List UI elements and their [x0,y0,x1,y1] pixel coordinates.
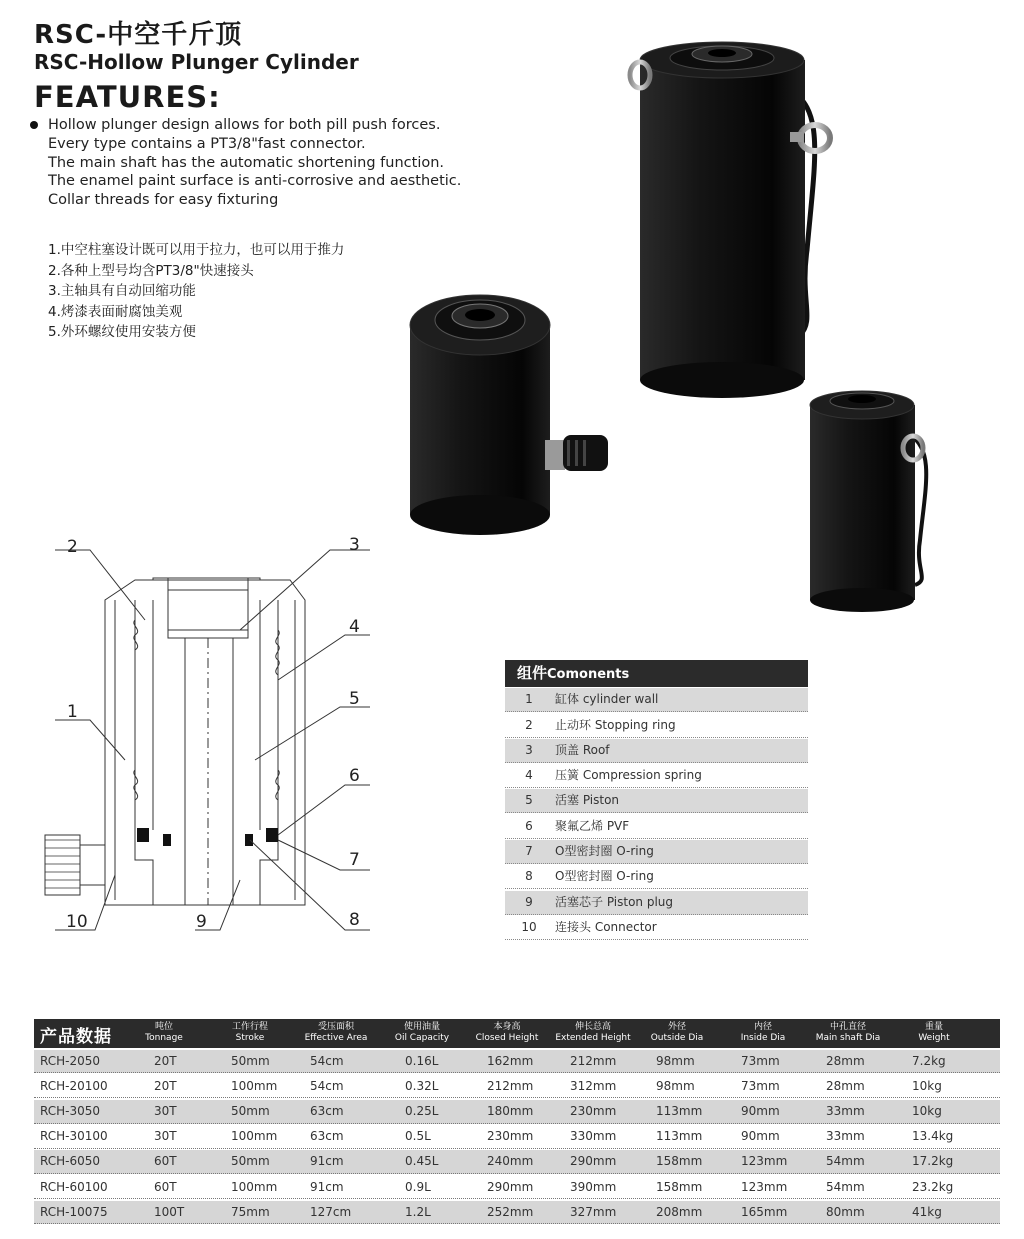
feature-en-line: Every type contains a PT3/8"fast connector. [48,135,366,152]
product-title-cn: RSC-中空千斤顶 [34,20,243,50]
feature-cn-line: 1.中空柱塞设计既可以用于拉力，也可以用于推力 [48,242,345,258]
table-cell: 113mm [656,1103,703,1118]
table-cell: 290mm [570,1154,617,1169]
component-name: 聚氟乙烯 PVF [555,818,630,833]
table-cell: 90mm [741,1129,780,1144]
product-table-title: 产品数据 [40,1027,112,1047]
column-header [734,1022,792,1044]
diagram-label: 7 [349,850,360,870]
feature-cn-line: 4.烤漆表面耐腐蚀美观 [48,303,183,320]
column-header [909,1022,959,1044]
features-cn-list [48,240,344,343]
table-cell: 100mm [231,1078,278,1093]
product-data-table [34,1019,1000,1224]
diagram-label: 2 [67,537,78,557]
column-header-en: Inside Dia [740,1033,786,1043]
table-cell: 330mm [570,1129,617,1144]
table-row [505,714,808,738]
components-heading-cn: 组件 [517,664,548,682]
table-row [34,1125,1000,1149]
column-header-cn: 吨位 [154,1022,173,1032]
table-row [505,764,808,788]
table-cell: 17.2kg [912,1154,954,1169]
table-cell: 390mm [570,1179,617,1194]
components-heading-en: Comonents [547,667,630,682]
column-header [139,1022,189,1044]
column-header-en: Oil Capacity [394,1033,450,1043]
component-name: 缸体 cylinder wall [555,692,659,707]
table-cell: 60T [154,1179,177,1194]
column-header-cn: 内径 [753,1022,772,1032]
table-cell: 100T [154,1204,185,1219]
table-cell: 0.32L [405,1078,439,1093]
table-cell: 33mm [826,1103,865,1118]
large-cylinder-image [630,42,830,398]
table-cell: 23.2kg [912,1179,954,1194]
table-cell: 13.4kg [912,1129,954,1144]
model-cell: RCH-10075 [40,1204,108,1219]
components-heading [505,660,808,687]
column-header-en: Stroke [235,1033,265,1043]
table-cell: 127cm [310,1204,352,1219]
column-header-cn: 受压面积 [317,1022,354,1032]
medium-cylinder-image [410,295,608,535]
table-cell: 50mm [231,1053,270,1068]
column-header [812,1022,884,1044]
column-header [646,1022,708,1044]
column-header-en: Tonnage [145,1033,183,1043]
column-header [471,1022,543,1044]
column-header-cn: 本身高 [493,1022,521,1032]
column-header [220,1022,280,1044]
component-number: 6 [525,818,533,833]
table-row [34,1050,1000,1074]
component-number: 10 [521,919,537,934]
table-cell: 100mm [231,1179,278,1194]
feature-en-line: Hollow plunger design allows for both pill push forces. [48,117,441,133]
column-header-cn: 伸长总高 [574,1022,611,1032]
table-cell: 158mm [656,1154,703,1169]
table-cell: 50mm [231,1154,270,1169]
column-header-cn: 工作行程 [231,1022,268,1032]
table-cell: 162mm [487,1053,534,1068]
model-cell: RCH-6050 [40,1154,101,1169]
table-cell: 123mm [741,1154,788,1169]
table-row [34,1100,1000,1124]
table-cell: 230mm [570,1103,617,1118]
table-cell: 0.16L [405,1053,439,1068]
table-cell: 158mm [656,1179,703,1194]
diagram-label: 5 [349,689,360,709]
features-heading: FEATURES: [34,80,221,114]
table-cell: 0.5L [405,1129,431,1144]
table-cell: 312mm [570,1078,617,1093]
table-cell: 252mm [487,1204,534,1219]
component-number: 4 [525,768,533,783]
table-cell: 208mm [656,1204,703,1219]
table-row [34,1201,1000,1225]
table-row [505,916,808,940]
model-cell: RCH-60100 [40,1179,108,1194]
table-cell: 75mm [231,1204,270,1219]
table-cell: 73mm [741,1053,780,1068]
feature-cn-line: 5.外环螺纹使用安装方便 [48,324,196,340]
column-header-en: Outside Dia [650,1033,704,1043]
table-cell: 0.9L [405,1179,431,1194]
column-header-en: Extended Height [555,1033,631,1043]
table-cell: 20T [154,1053,177,1068]
table-cell: 54mm [826,1179,865,1194]
column-header-en: Weight [918,1033,950,1043]
column-header-cn: 重量 [924,1022,943,1032]
table-cell: 123mm [741,1179,788,1194]
table-cell: 33mm [826,1129,865,1144]
table-cell: 28mm [826,1053,865,1068]
table-cell: 10kg [912,1103,942,1118]
feature-cn-line: 3.主轴具有自动回缩功能 [48,283,196,299]
table-row [505,739,808,763]
table-cell: 0.45L [405,1154,439,1169]
table-cell: 1.2L [405,1204,431,1219]
model-cell: RCH-20100 [40,1078,108,1093]
table-row [505,815,808,839]
component-name: 顶盖 Roof [555,742,610,757]
table-cell: 63cm [310,1103,344,1118]
table-cell: 30T [154,1103,177,1118]
table-cell: 20T [154,1078,177,1093]
table-cell: 54cm [310,1078,344,1093]
feature-en-line: The enamel paint surface is anti-corrosive and aesthetic. [48,173,462,190]
component-name: 压簧 Compression spring [555,768,702,783]
product-table-body [34,1050,1000,1225]
table-cell: 41kg [912,1204,942,1219]
component-number: 9 [525,894,533,909]
feature-cn-line: 2.各种上型号均含PT3/8"快速接头 [48,262,254,279]
column-header [300,1022,372,1044]
component-number: 5 [525,793,533,808]
table-cell: 54cm [310,1053,344,1068]
component-number: 7 [525,844,533,859]
diagram-label: 4 [349,617,360,637]
table-cell: 212mm [487,1078,534,1093]
bullet-icon [30,121,38,129]
table-cell: 290mm [487,1179,534,1194]
table-cell: 54mm [826,1154,865,1169]
product-title-en: RSC-Hollow Plunger Cylinder [34,50,359,74]
component-number: 1 [525,692,533,707]
model-cell: RCH-3050 [40,1103,101,1118]
diagram-label: 9 [196,912,207,932]
table-cell: 60T [154,1154,177,1169]
diagram-label: 8 [349,910,360,930]
table-cell: 90mm [741,1103,780,1118]
table-cell: 165mm [741,1204,788,1219]
component-name: 活塞 Piston [555,793,620,808]
column-header-en: Closed Height [475,1033,539,1043]
diagram-label: 10 [66,912,88,932]
diagram-label: 6 [349,766,360,786]
table-cell: 28mm [826,1078,865,1093]
small-cylinder-image [810,391,926,612]
table-cell: 230mm [487,1129,534,1144]
table-cell: 100mm [231,1129,278,1144]
feature-en-line: Collar threads for easy fixturing [48,192,279,209]
component-name: O型密封圈 O-ring [555,869,654,884]
table-cell: 63cm [310,1129,344,1144]
column-header [389,1022,455,1044]
component-name: O型密封圈 O-ring [555,844,654,859]
component-number: 2 [525,717,533,732]
column-header-cn: 中孔直径 [829,1022,866,1032]
diagram-label: 1 [67,702,78,722]
table-row [34,1075,1000,1099]
component-name: 活塞芯子 Piston plug [555,894,674,909]
table-row [505,840,808,864]
column-header-en: Main shaft Dia [815,1033,881,1043]
cross-section-diagram [35,530,385,940]
table-cell: 91cm [310,1179,344,1194]
model-cell: RCH-2050 [40,1053,101,1068]
table-cell: 113mm [656,1129,703,1144]
product-photos [395,20,955,620]
table-cell: 80mm [826,1204,865,1219]
component-name: 连接头 Connector [555,919,657,934]
table-row [505,688,808,712]
table-cell: 10kg [912,1078,942,1093]
table-cell: 98mm [656,1053,695,1068]
table-cell: 98mm [656,1078,695,1093]
table-cell: 73mm [741,1078,780,1093]
table-row [34,1176,1000,1200]
table-header [34,1019,1000,1048]
column-header-cn: 使用油量 [403,1022,440,1032]
table-cell: 0.25L [405,1103,439,1118]
component-number: 3 [525,742,533,757]
table-row [505,865,808,889]
component-name: 止动环 Stopping ring [555,717,676,732]
column-header-en: Effective Area [304,1033,368,1043]
diagram-label: 3 [349,535,360,555]
component-number: 8 [525,869,533,884]
table-row [505,789,808,813]
table-cell: 91cm [310,1154,344,1169]
table-cell: 7.2kg [912,1053,946,1068]
table-cell: 180mm [487,1103,534,1118]
components-table [505,660,808,940]
table-cell: 50mm [231,1103,270,1118]
table-cell: 327mm [570,1204,617,1219]
table-cell: 240mm [487,1154,534,1169]
column-header [552,1022,634,1044]
column-header-cn: 外径 [667,1022,686,1032]
model-cell: RCH-30100 [40,1129,108,1144]
table-row [505,891,808,915]
table-cell: 212mm [570,1053,617,1068]
table-row [34,1150,1000,1174]
table-cell: 30T [154,1129,177,1144]
feature-en-line: The main shaft has the automatic shortening function. [48,154,445,171]
